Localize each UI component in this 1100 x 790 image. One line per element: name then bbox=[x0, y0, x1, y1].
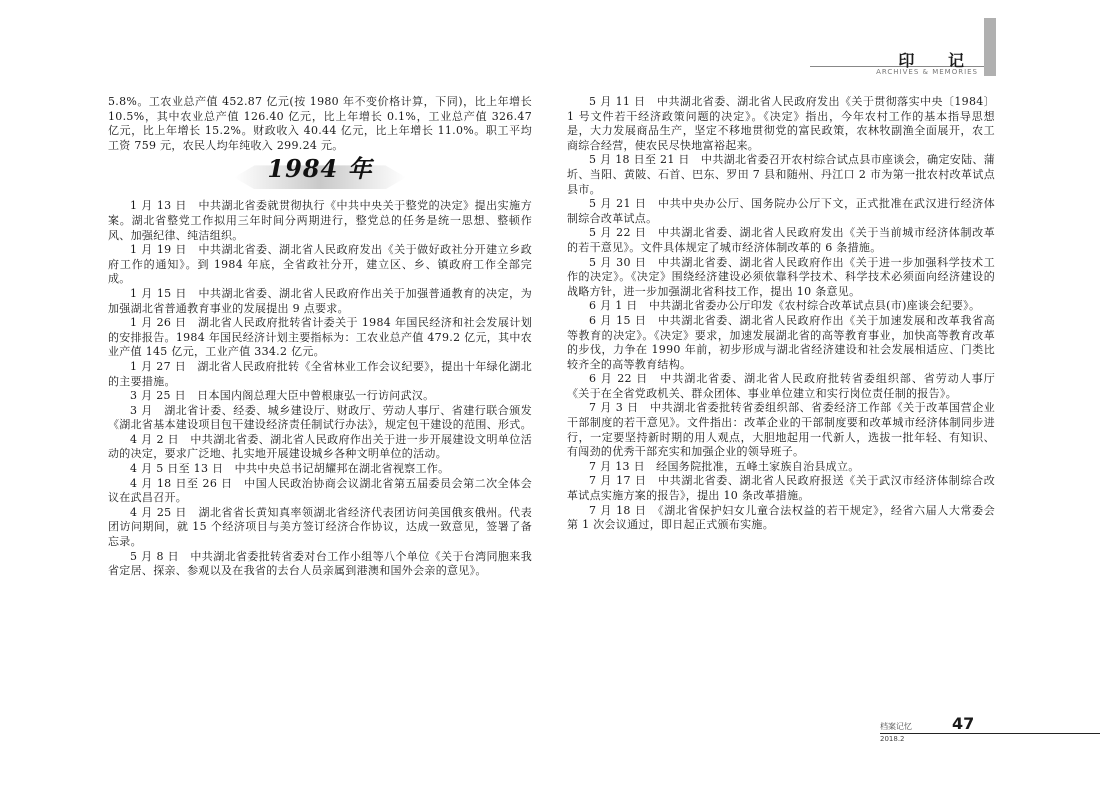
year-banner bbox=[108, 154, 532, 195]
header-accent-bar bbox=[984, 18, 996, 76]
chronicle-entry: 1 月 27 日 湖北省人民政府批转《全省林业工作会议纪要》，提出十年绿化湖北的主要措施。 bbox=[108, 359, 532, 388]
left-column bbox=[108, 95, 532, 579]
chronicle-entry: 1 月 19 日 中共湖北省委、湖北省人民政府发出《关于做好政社分开建立乡政府工作的通知》。到 1984 年底，全省政社分开，建立区、乡、镇政府工作全部完成。 bbox=[108, 243, 532, 286]
chronicle-entry: 4 月 2 日 中共湖北省委、湖北省人民政府作出关于进一步开展建设文明单位活动的决定，要求广泛地、扎实地开展建设城乡各种文明单位的活动。 bbox=[108, 432, 532, 461]
chronicle-entry: 5 月 18 日至 21 日 中共湖北省委召开农村综合试点县市座谈会，确定安陆、蒲圻、当阳、黄陂、石首、巴东、罗田 7 县和随州、丹江口 2 市为第一批农村改革试点县市。 bbox=[567, 153, 995, 196]
journal-name: 档案记忆 bbox=[880, 722, 912, 731]
chronicle-entry: 5 月 8 日 中共湖北省委批转省委对台工作小组等八个单位《关于台湾同胞来我省定居、探亲、参观以及在我省的去台人员亲属到港澳和国外会亲的意见》。 bbox=[108, 549, 532, 578]
page-footer bbox=[880, 716, 1100, 746]
chronicle-entry: 4 月 18 日至 26 日 中国人民政治协商会议湖北省第五届委员会第二次全体会议在武昌召开。 bbox=[108, 476, 532, 505]
chronicle-entry: 6 月 15 日 中共湖北省委、湖北省人民政府作出《关于加速发展和改革我省高等教育的决定》。《决定》要求，加速发展湖北省的高等教育事业，加快高等教育改革的步伐，力争在 1990 年前，初步形成与湖北省经济建设和社会发展相适应、门类比较齐全的高等教育结构。 bbox=[567, 313, 995, 371]
right-column bbox=[567, 95, 995, 533]
chronicle-entry: 3 月 25 日 日本国内阁总理大臣中曾根康弘一行访问武汉。 bbox=[130, 389, 435, 403]
page-header bbox=[810, 18, 1000, 78]
chronicle-entry: 1 月 15 日 中共湖北省委、湖北省人民政府作出关于加强普通教育的决定，为加强湖北省普通教育事业的发展提出 9 点要求。 bbox=[108, 286, 532, 315]
chronicle-entry: 7 月 18 日 《湖北省保护妇女儿童合法权益的若干规定》，经省六届人大常委会第 1 次会议通过，即日起正式颁布实施。 bbox=[567, 503, 995, 532]
chronicle-entry: 5 月 21 日 中共中央办公厅、国务院办公厅下文，正式批准在武汉进行经济体制综合改革试点。 bbox=[567, 197, 995, 225]
chronicle-entry: 3 月 湖北省计委、经委、城乡建设厅、财政厅、劳动人事厅、省建行联合颁发《湖北省基本建设项目包干建设经济责任制试行办法》，规定包干建设的范围、形式。 bbox=[108, 403, 532, 432]
year-heading: 1984 年 bbox=[267, 154, 373, 184]
chronicle-entry: 1 月 13 日 中共湖北省委就贯彻执行《中共中央关于整党的决定》提出实施方案。湖北省整党工作拟用三年时间分两期进行，整党总的任务是统一思想、整顿作风、加强纪律、纯洁组织。 bbox=[108, 199, 532, 242]
chronicle-entry: 7 月 3 日 中共湖北省委批转省委组织部、省委经济工作部《关于改革国营企业干部制度的若干意见》。文件指出：改革企业的干部制度要和改革城市经济体制同步进行，一定要坚持新时期的用人观点，大胆地起用一代新人，选拔一批年轻、有知识、有闯劲的优秀干部充实和加强企业的领导班子。 bbox=[567, 401, 995, 459]
footer-divider bbox=[880, 733, 1100, 734]
chronicle-entry: 5 月 11 日 中共湖北省委、湖北省人民政府发出《关于贯彻落实中央〔1984〕1 号文件若干经济政策问题的决定》。《决定》指出，今年农村工作的基本指导思想是，大力发展商品生产，坚定不移地贯彻党的富民政策，农林牧副渔全面展开，农工商综合经营，使农民尽快地富裕起来。 bbox=[567, 95, 995, 152]
section-title: 印 记 bbox=[898, 51, 978, 70]
chronicle-entry: 6 月 22 日 中共湖北省委、湖北省人民政府批转省委组织部、省劳动人事厅《关于在全省党政机关、群众团体、事业单位建立和实行岗位责任制的报告》。 bbox=[567, 372, 995, 400]
section-subtitle: ARCHIVES & MEMORIES bbox=[876, 68, 978, 76]
chronicle-entry: 7 月 13 日 经国务院批准，五峰土家族自治县成立。 bbox=[589, 459, 860, 473]
page-number: 47 bbox=[952, 714, 975, 733]
chronicle-entry: 6 月 1 日 中共湖北省委办公厅印发《农村综合改革试点县(市)座谈会纪要》。 bbox=[589, 299, 981, 313]
chronicle-entry: 5 月 30 日 中共湖北省委、湖北省人民政府作出《关于进一步加强科学技术工作的决定》。《决定》围绕经济建设必须依靠科学技术、科学技术必须面向经济建设的战略方针，进一步加强湖北省科技工作，提出 10 条意见。 bbox=[567, 255, 995, 298]
chronicle-entry: 4 月 5 日至 13 日 中共中央总书记胡耀邦在湖北省视察工作。 bbox=[130, 462, 450, 476]
intro-paragraph: 5.8%。工农业总产值 452.87 亿元(按 1980 年不变价格计算，下同)，比上年增长 10.5%，其中农业总产值 126.40 亿元，比上年增长 0.1%，工业总产值 326.47 亿元，比上年增长 15.2%。财政收入 40.44 亿元，比上年增长 11.0%。职工平均工资 759 元，农民人均年纯收入 299.24 元。 bbox=[108, 95, 532, 152]
chronicle-entry: 5 月 22 日 中共湖北省委、湖北省人民政府发出《关于当前城市经济体制改革的若干意见》。文件具体规定了城市经济体制改革的 6 条措施。 bbox=[567, 226, 995, 254]
chronicle-entry: 7 月 17 日 中共湖北省委、湖北省人民政府报送《关于武汉市经济体制综合改革试点实施方案的报告》，提出 10 条改革措施。 bbox=[567, 474, 995, 503]
issue-number: 2018.2 bbox=[880, 735, 905, 743]
chronicle-entry: 1 月 26 日 湖北省人民政府批转省计委关于 1984 年国民经济和社会发展计划的安排报告。1984 年国民经济计划主要指标为：工农业总产值 479.2 亿元，其中农业产值 145 亿元，工业产值 334.2 亿元。 bbox=[108, 316, 532, 359]
chronicle-entry: 4 月 25 日 湖北省省长黄知真率领湖北省经济代表团访问美国俄亥俄州。代表团访问期间，就 15 个经济项目与美方签订经济合作协议，达成一致意见，签署了备忘录。 bbox=[108, 505, 532, 549]
